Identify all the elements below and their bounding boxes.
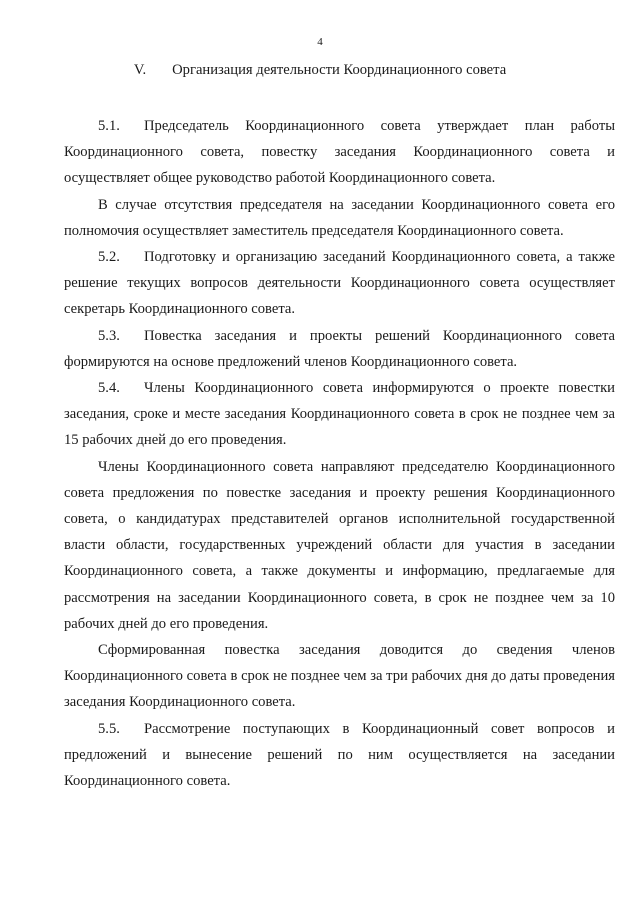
- section-number: V.: [133, 62, 147, 78]
- paragraph-text: Рассмотрение поступающих в Координационный совет вопросов и предложений и вынесение решений по ним осуществляется на заседании Координационного совета.: [64, 720, 615, 790]
- paragraph-5-4-agenda: [64, 637, 615, 716]
- paragraph-5-1-continued: [64, 192, 615, 244]
- paragraph-number: 5.2.: [98, 249, 120, 266]
- paragraph-5-1: [64, 113, 615, 192]
- paragraph-text: В случае отсутствия председателя на заседании Координационного совета его полномочия осуществляет заместитель председателя Координационного совета.: [64, 196, 615, 239]
- section-heading: [0, 62, 640, 79]
- page-number: 4: [317, 36, 323, 48]
- paragraph-text: Подготовку и организацию заседаний Координационного совета, а также решение текущих вопросов деятельности Координационного совета осуществляет секретарь Координационного совета.: [64, 249, 615, 318]
- paragraph-5-4-proposals: [64, 454, 615, 637]
- paragraph-number: 5.4.: [98, 380, 120, 397]
- paragraph-5-5: [64, 716, 615, 795]
- document-body: [64, 113, 615, 794]
- paragraph-number: 5.3.: [98, 327, 120, 344]
- paragraph-text: Члены Координационного совета направляют председателю Координационного совета предложения по повестке заседания и проекту решения Координационного совета, о кандидатурах представителей органов исполнительной государственной власти области, государственных учреждений области для участия в заседании Координационного совета, а также документы и информацию, предлагаемые для рассмотрения на заседании Координационного совета, в срок не позднее чем за 10 рабочих дней до его проведения.: [64, 458, 615, 632]
- paragraph-5-2: [64, 244, 615, 323]
- paragraph-text: Члены Координационного совета информируются о проекте повестки заседания, сроке и месте заседания Координационного совета в срок не позднее чем за 15 рабочих дней до его проведения.: [64, 380, 615, 449]
- paragraph-5-3: [64, 323, 615, 375]
- paragraph-5-4: [64, 375, 615, 454]
- paragraph-text: Сформированная повестка заседания доводится до сведения членов Координационного совета в срок не позднее чем за три рабочих дня до даты проведения заседания Координационного совета.: [64, 642, 615, 711]
- paragraph-number: 5.1.: [98, 118, 120, 134]
- section-title: Организация деятельности Координационного совета: [172, 62, 507, 78]
- paragraph-number: 5.5.: [98, 720, 120, 737]
- paragraph-text: Повестка заседания и проекты решений Координационного совета формируются на основе предложений членов Координационного совета.: [64, 327, 615, 370]
- paragraph-text: Председатель Координационного совета утверждает план работы Координационного совета, повестку заседания Координационного совета и осуществляет общее руководство работой Координационного совета.: [64, 118, 615, 187]
